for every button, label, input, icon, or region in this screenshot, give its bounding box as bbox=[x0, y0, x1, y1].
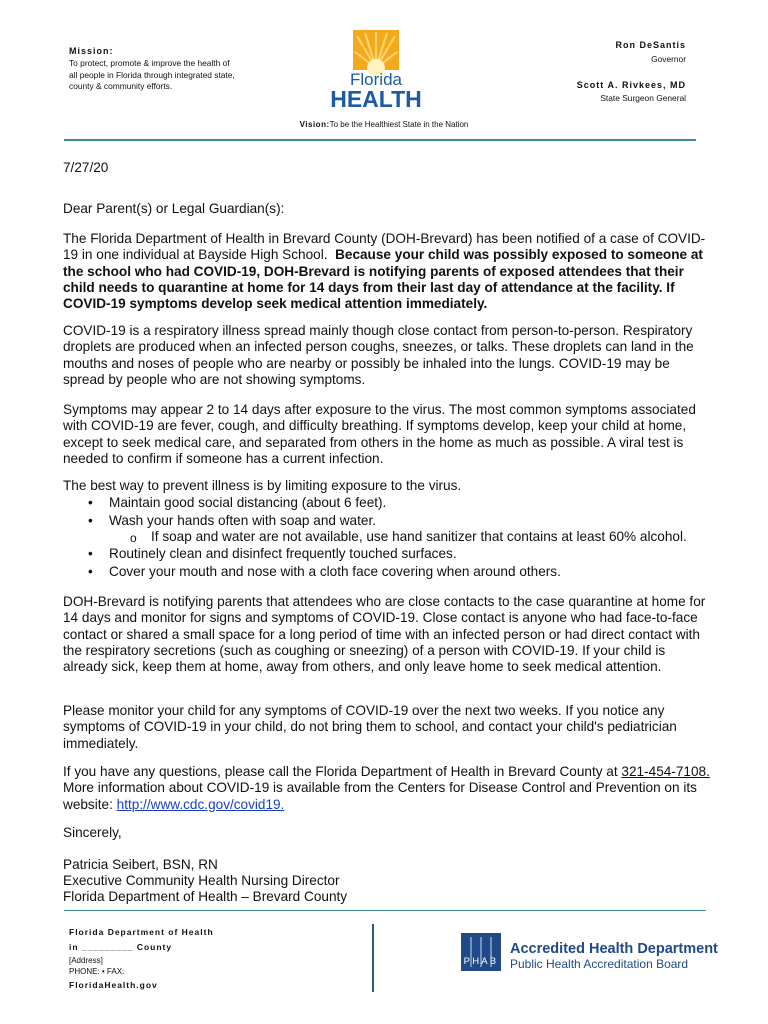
list-item: Cover your mouth and nose with a cloth face covering when around others. bbox=[109, 564, 561, 579]
sub-list-item: If soap and water are not available, use hand sanitizer that contains at least 60% alcohol. bbox=[151, 529, 687, 544]
cdc-website-link[interactable]: http://www.cdc.gov/covid19. bbox=[116, 796, 285, 812]
notification-text: The Florida Department of Health in Brevard County (DOH-Brevard) has been notified of a case of COVID-19 in one individual at Bayside High School. bbox=[63, 231, 706, 263]
logo-word-florida: Florida bbox=[350, 70, 402, 89]
mission-label: Mission: bbox=[69, 46, 114, 56]
logo-word-health: HEALTH bbox=[330, 86, 422, 112]
footer-divider bbox=[64, 910, 706, 911]
bullet-marker: • bbox=[88, 564, 93, 579]
footer-county: in _________ County bbox=[69, 942, 173, 952]
header-divider bbox=[64, 139, 696, 141]
phab-logo bbox=[461, 933, 501, 971]
paragraph-symptoms: Symptoms may appear 2 to 14 days after exposure to the virus. The most common symptoms associated with COVID-19 are fever, cough, and difficulty breathing. If symptoms develop, keep your child at home, except to seek medical care, and separated from others in the home as much as possible. A viral test is needed to confirm if someone has a current infection. bbox=[63, 402, 696, 466]
footer-vertical-divider bbox=[372, 924, 374, 992]
bullet-marker: • bbox=[88, 513, 93, 528]
paragraph-contact-info bbox=[63, 764, 711, 813]
footer-address: [Address] bbox=[69, 956, 103, 965]
bullet-marker: • bbox=[88, 546, 93, 561]
contact-text: If you have any questions, please call the Florida Department of Health in Brevard County at bbox=[63, 764, 618, 779]
surgeon-title: State Surgeon General bbox=[600, 93, 686, 103]
bullet-marker: • bbox=[88, 495, 93, 510]
letter-salutation: Dear Parent(s) or Legal Guardian(s): bbox=[63, 201, 285, 216]
footer-website: FloridaHealth.gov bbox=[69, 980, 158, 990]
paragraph-notification bbox=[63, 231, 711, 312]
governor-name: Ron DeSantis bbox=[615, 40, 686, 50]
vision-label: Vision: bbox=[299, 120, 330, 129]
list-item: Wash your hands often with soap and water. bbox=[109, 513, 376, 528]
accreditation-title: Accredited Health Department bbox=[510, 941, 718, 957]
paragraph-monitoring: Please monitor your child for any symptoms of COVID-19 over the next two weeks. If you notice any symptoms of COVID-19 in your child, do not bring them to school, and contact your child's pediatrician immediately. bbox=[63, 703, 677, 751]
list-item: Routinely clean and disinfect frequently touched surfaces. bbox=[109, 546, 457, 561]
cdc-info-text: More information about COVID-19 is available from the Centers for Disease Control and Prevention on its website: bbox=[63, 780, 697, 812]
paragraph-prevention-intro: The best way to prevent illness is by limiting exposure to the virus. bbox=[63, 478, 462, 493]
footer-phone-fax: PHONE: • FAX: bbox=[69, 967, 125, 976]
sub-bullet-marker: o bbox=[130, 531, 137, 545]
accreditation-board: Public Health Accreditation Board bbox=[510, 957, 689, 971]
vision-statement bbox=[0, 120, 768, 129]
surgeon-name: Scott A. Rivkees, MD bbox=[576, 80, 686, 90]
phone-number-link[interactable]: 321-454-7108. bbox=[621, 764, 710, 779]
vision-text: To be the Healthiest State in the Nation bbox=[329, 120, 469, 129]
signer-title: Executive Community Health Nursing Director bbox=[63, 873, 340, 888]
phab-letters: PHAB bbox=[463, 956, 499, 967]
quarantine-notice: Because your child was possibly exposed to someone at the school who had COVID-19, DOH-Brevard is notifying parents of exposed attendees that their child needs to quarantine at home for 14 days from their last day of attendance at the facility. If COVID-19 symptoms develop seek medical attention immediately. bbox=[63, 247, 703, 312]
paragraph-close-contact: DOH-Brevard is notifying parents that attendees who are close contacts to the case quarantine at home for 14 days and monitor for signs and symptoms of COVID-19. Close contact is anyone who had face-to-face contact or shared a small space for a long period of time with an infected person or had direct contact with the respiratory secretions (such as coughing or sneezing) of a person with COVID-19. If your child is already sick, keep them at home, away from others, and only leave home to seek medical attention. bbox=[63, 594, 706, 675]
list-item: Maintain good social distancing (about 6 feet). bbox=[109, 495, 387, 510]
footer-department: Florida Department of Health bbox=[69, 927, 214, 937]
governor-title: Governor bbox=[651, 54, 686, 64]
letter-closing: Sincerely, bbox=[63, 825, 122, 840]
letter-date: 7/27/20 bbox=[63, 160, 109, 175]
mission-text: To protect, promote & improve the health of all people in Florida through integrated state, county & community efforts. bbox=[69, 58, 235, 91]
signer-organization: Florida Department of Health – Brevard County bbox=[63, 889, 348, 904]
signer-name: Patricia Seibert, BSN, RN bbox=[63, 857, 218, 872]
florida-health-logo bbox=[330, 28, 422, 112]
paragraph-illness-info: COVID-19 is a respiratory illness spread mainly though close contact from person-to-person. Respiratory droplets are produced when an infected person coughs, sneezes, or talks. These droplets can land in the mouths and noses of people who are nearby or possibly be inhaled into the lungs. COVID-19 may be spread by people who are not showing symptoms. bbox=[63, 323, 694, 387]
